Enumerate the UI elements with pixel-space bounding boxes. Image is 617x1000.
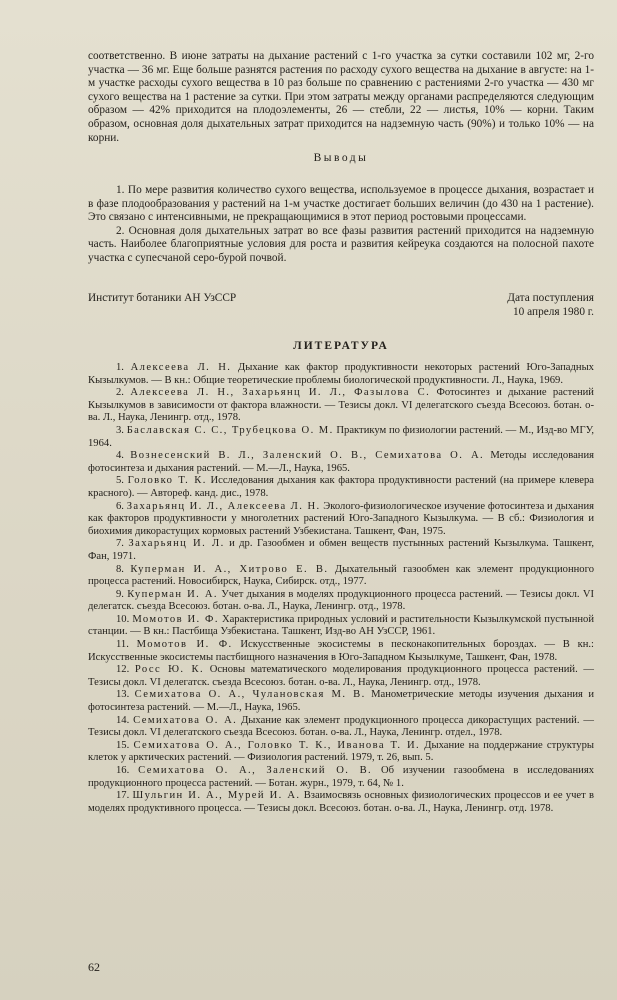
reference-authors: Момотов И. Ф. [132, 613, 219, 625]
reference-text: Методы исследования фотосинтеза и дыхания растений. — М.—Л., Наука, 1965. [88, 450, 595, 474]
conclusion-item: 1. По мере развития количество сухого вещества, используемое в процессе дыхания, возрастает и в фазе плодообразования у растений на 1-м участке достигает больших величин (до 430 на 1 растение). Это связано с интенсивными, не прекращающимися в этот период ростовыми процессами. [88, 184, 594, 224]
reference-text: Дыхательный газообмен как элемент продукционного процесса растений. Новосибирск, Наука, Сибирск. отд., 1977. [88, 563, 594, 588]
reference-text: Исследования дыхания как фактора продуктивности растений (на примере клевера красного). — Автореф. канд. дис., 1978. [88, 475, 594, 499]
reference-item [88, 740, 594, 765]
reference-item [88, 362, 594, 387]
reference-text: Характеристика природных условий и растительности Кызылкумской пустынной станции. — В кн.: Пастбища Узбекистана. Ташкент, Изд-во АН УзССР, 1961. [88, 613, 595, 638]
conclusion-item: 2. Основная доля дыхательных затрат во все фазы развития растений приходится на надземную часть. Наиболее благоприятные условия для роста и развития кейреука создаются на полосной пахоте участка с супесчаной серо-бурой почвой. [88, 224, 594, 264]
reference-text: Дыхание на поддержание структуры клеток у арктических растений. — Физиология растений. 1979, т. 26, вып. 5. [88, 739, 595, 764]
conclusions-list [88, 184, 594, 266]
reference-authors: Семихатова О. А., Заленский О. В. [138, 765, 373, 776]
top-paragraph-block [88, 50, 594, 145]
reference-item [88, 639, 594, 664]
reference-item [88, 589, 594, 614]
reference-text: и др. Газообмен и обмен веществ пустынных растений Кызылкума. Ташкент, Фан, 1971. [88, 538, 594, 562]
reference-authors: Семихатова О. А. [133, 714, 238, 726]
page-number: 62 [88, 960, 100, 974]
reference-number: 15. [116, 739, 130, 751]
meta-block [88, 292, 594, 322]
body-paragraph: соответственно. В июне затраты на дыхание растений с 1-го участка за сутки составили 102 мг, 2-го участка — 36 мг. Еще больше разнятся растения по расходу сухого вещества на дыхание в августе: на 1-м участке расходы сухого вещества в 10 раз больше по сравнению с растениями 2-го участка — 430 мг сухого вещества на 1 растение за сутки. При этом затраты между органами распределяются следующим образом — 42% приходится на плодоэлементы, 26 — стебли, 22 — листья, 10% — корни. Таким образом, основная доля дыхательных затрат приходится на надземную часть (90%) и только 10% — на корни. [88, 50, 594, 144]
reference-authors: Захарьянц И. Л. [128, 538, 225, 550]
conclusions-section [88, 152, 594, 164]
reference-item [88, 664, 594, 689]
reference-authors: Момотов И. Ф. [136, 639, 233, 651]
reference-item [88, 501, 594, 539]
reference-number: 11. [116, 639, 129, 651]
reference-text: Об изучении газообмена в исследованиях продукционного процесса растений. — Ботан. журн., 1979, т. 64, № 1. [88, 765, 594, 789]
reference-text: Взаимосвязь основных физиологических процессов и ее учет в моделях продуктивного процесса. — Тезисы докл. Всесоюз. ботан. о-ва. Л., Наука, Ленингр. отд. 1978. [88, 790, 594, 814]
reference-item [88, 387, 594, 425]
reference-text: Искусственные экосистемы в песконакопительных бороздах. — В кн.: Искусственные экосистемы пастбищного назначения в Юго-Западном Кызылкуме, Ташкент, Фан, 1978. [88, 639, 594, 663]
reference-authors: Алексеева Л. Н., Захарьянц И. Л., Фазылова С. [130, 387, 431, 399]
reference-number: 6. [116, 500, 124, 512]
reference-item [88, 450, 594, 475]
reference-authors: Семихатова О. А., Чулановская М. В. [134, 689, 366, 701]
received-date: 10 апреля 1980 г. [513, 305, 594, 318]
reference-authors: Росс Ю. К. [134, 664, 205, 676]
reference-authors: Головко Т. К. [127, 475, 207, 487]
literature-section [88, 340, 594, 352]
reference-authors: Баславская С. С., Трубецкова О. М. [126, 424, 334, 436]
reference-item [88, 715, 594, 740]
reference-number: 4. [116, 450, 124, 462]
reference-item [88, 425, 594, 450]
reference-number: 17. [116, 790, 130, 802]
reference-number: 2. [116, 387, 124, 399]
reference-number: 16. [116, 765, 130, 776]
reference-text: Фотосинтез и дыхание растений Кызылкумов в зависимости от фактора влажности. — Тезисы докл. VI делегатского съезда Всесоюз. ботан. о-ва. Л., Наука, Ленингр. отд., 1978. [88, 387, 594, 424]
reference-text: Дыхание как элемент продукционного процесса дикорастущих растений. — Тезисы докл. VI делегатского съезда Всесоюз. ботан. о-ва. Л., Наука, Ленингр. отдел., 1978. [88, 714, 594, 739]
reference-text: Дыхание как фактор продуктивности некоторых растений Юго-Западных Кызылкумов. — В кн.: Общие теоретические проблемы биологической продуктивности. Л., Наука, 1969. [88, 362, 594, 386]
received-date-block [507, 292, 594, 319]
reference-number: 9. [116, 588, 124, 600]
conclusions-heading: Выводы [313, 152, 369, 164]
institute-affiliation: Институт ботаники АН УзССР [88, 292, 237, 304]
reference-authors: Куперман И. А. [127, 588, 218, 600]
reference-number: 5. [116, 475, 124, 487]
reference-item [88, 765, 594, 790]
reference-item [88, 475, 594, 500]
reference-text: Основы математического моделирования продукционного процесса растений. — Тезисы докл. VI делегатск. съезда Всесоюз. ботан. о-ва. Л., Наука, Ленингр. отд., 1978. [88, 664, 594, 688]
reference-number: 10. [116, 613, 130, 625]
reference-text: Практикум по физиологии растений. — М., Изд-во МГУ, 1964. [88, 424, 594, 449]
reference-number: 12. [116, 664, 130, 676]
reference-item [88, 614, 594, 639]
reference-text: Эколого-физиологическое изучение фотосинтеза и дыхания как факторов продуктивности у многолетних растений Юго-Западного Кызылкума. — В сб.: Физиология и биохимия дикорастущих кормовых растений Узбекистана. Ташкент, Фан, 1975. [88, 500, 594, 537]
reference-text: Учет дыхания в моделях продукционного процесса растений. — Тезисы докл. VI делегатск. съезда Всесоюз. ботан. о-ва. Л., Наука, Ленингр. отд., 1978. [88, 588, 594, 613]
reference-number: 8. [116, 563, 124, 575]
literature-heading: ЛИТЕРАТУРА [293, 340, 389, 352]
reference-item [88, 538, 594, 563]
reference-number: 7. [116, 538, 124, 550]
reference-authors: Куперман И. А., Хитрово Е. В. [130, 563, 329, 575]
reference-authors: Алексеева Л. Н. [130, 362, 232, 373]
reference-authors: Захарьянц И. Л., Алексеева Л. Н. [126, 500, 321, 512]
reference-authors: Шульгин И. А., Мурей И. А. [132, 790, 301, 802]
reference-text: Манометрические методы изучения дыхания и фотосинтеза растений. — М.—Л., Наука, 1965. [88, 689, 594, 714]
reference-authors: Вознесенский В. Л., Заленский О. В., Семихатова О. А. [130, 450, 485, 462]
reference-list [88, 362, 594, 815]
reference-item [88, 790, 594, 815]
reference-number: 3. [116, 424, 124, 436]
received-label: Дата поступления [507, 292, 594, 304]
reference-authors: Семихатова О. А., Головко Т. К., Иванова Т. И. [133, 739, 421, 751]
reference-item [88, 689, 594, 714]
reference-number: 13. [116, 689, 130, 701]
reference-item [88, 564, 594, 589]
reference-number: 1. [116, 362, 124, 373]
reference-number: 14. [116, 714, 130, 726]
